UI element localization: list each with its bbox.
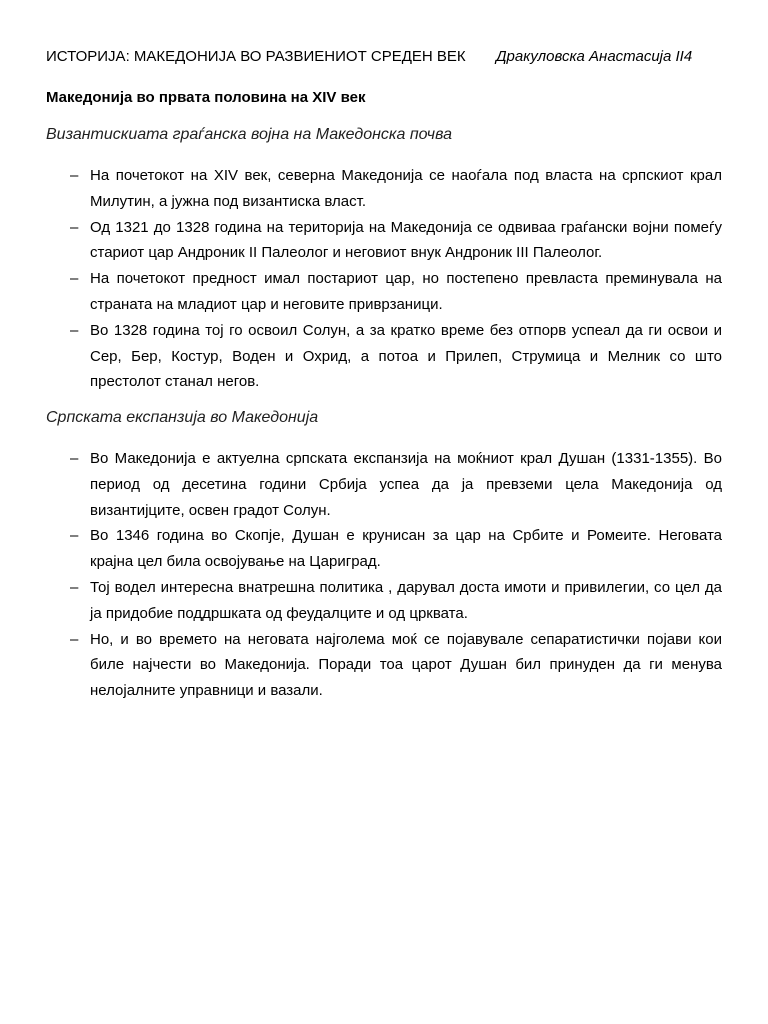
bullet-list-serbian-expansion <box>70 446 722 704</box>
bullet-dash: – <box>70 321 79 339</box>
bullet-dash: – <box>70 527 79 545</box>
bullet-dash: – <box>70 450 79 467</box>
document-title: ИСТОРИЈА: МАКЕДОНИЈА ВО РАЗВИЕНИОТ СРЕДЕН ВЕК <box>46 48 466 65</box>
list-item-text: Тој водел интересна внатрешна политика , дарувал доста имоти и привилегии, со цел да ја придобие поддршката од феудалците и од црквата. <box>90 578 722 622</box>
list-item-text: Во 1328 година тој го освоил Солун, а за кратко време без отпорв успеал да ги освои и Сер, Бер, Костур, Воден и Охрид, а потоа и Прилеп, Струмица и Мелник со што престолот станал негов. <box>90 321 722 391</box>
list-item-text: На почетокот на XIV век, северна Македонија се наоѓала под власта на српскиот крал Милутин, а јужна под византиска власт. <box>90 167 722 210</box>
author-name: Дракуловска Анастасија II4 <box>496 48 693 65</box>
list-item <box>70 627 722 704</box>
bullet-dash: – <box>70 578 79 596</box>
subheading-serbian-expansion: Српската експанзија во Македонија <box>46 409 319 426</box>
list-item <box>70 215 722 267</box>
bullet-dash: – <box>70 167 79 184</box>
list-item-text: Од 1321 до 1328 година на територија на Македонија се одвиваа граѓански војни помеѓу стариот цар Андроник II Палеолог и неговиот внук Андроник III Палеолог. <box>90 218 722 262</box>
subheading-byzantine-civil-war: Византискиата граѓанска војна на Македонска почва <box>46 126 452 143</box>
bullet-dash: – <box>70 218 79 236</box>
section-heading: Македонија во првата половина на XIV век <box>46 89 366 106</box>
list-item-text: Во Македонија е актуелна српската експанзија на моќниот крал Душан (1331-1355). Во период од десетина години Србија успеа да ја превземи цела Македонија од византијците, освен градот Солун. <box>90 450 722 519</box>
bullet-dash: – <box>70 270 79 288</box>
list-item <box>70 446 722 523</box>
list-item-text: На почетокот предност имал постариот цар, но постепено превласта преминувала на страната на младиот цар и неговите приврзаници. <box>90 270 722 313</box>
list-item <box>70 266 722 318</box>
bullet-list-byzantine-civil-war <box>70 163 722 395</box>
list-item <box>70 318 722 395</box>
list-item-text: Но, и во времето на неговата најголема моќ се појавувале сепаратистички појави кои биле најчести во Македонија. Поради тоа царот Душан бил принуден да ги менува нелојалните управници и вазали. <box>90 630 722 700</box>
list-item <box>70 575 722 627</box>
list-item-text: Во 1346 година во Скопје, Душан е крунисан за цар на Србите и Ромеите. Неговата крајна цел била освојување на Цариград. <box>90 527 722 571</box>
bullet-dash: – <box>70 630 79 648</box>
list-item <box>70 163 722 215</box>
list-item <box>70 523 722 575</box>
